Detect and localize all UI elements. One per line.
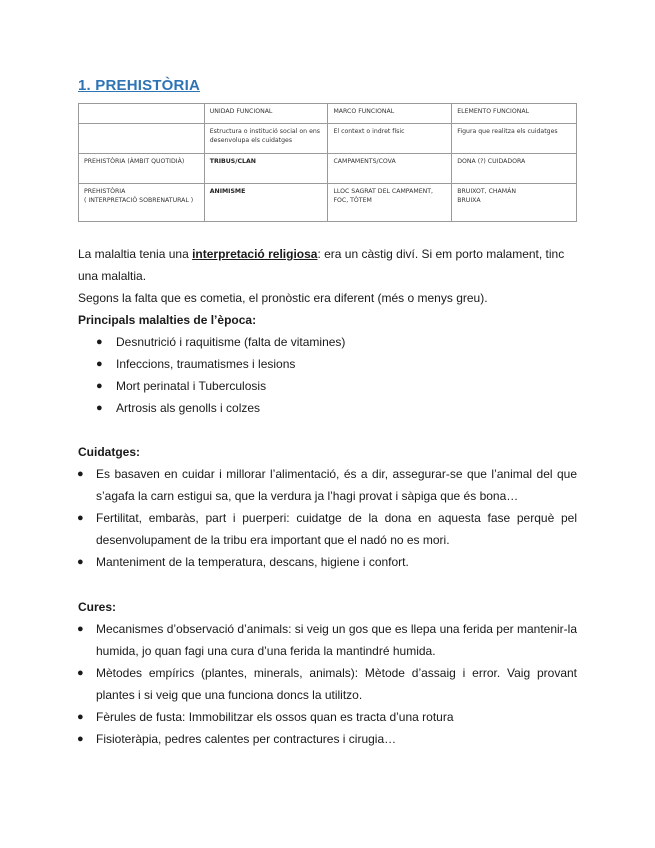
table-cell: Estructura o institució social on ens desenvolupa els cuidatges (204, 124, 328, 154)
cures-heading: Cures: (78, 600, 117, 614)
list-item-text: Mètodes empírics (plantes, minerals, animals): Mètode d’assaig i error. Vaig provant plantes i si veig que una funciona doncs la utilitzo. (96, 666, 577, 702)
table-cell: DONA (?) CUIDADORA (452, 154, 577, 184)
care-heading: Cuidatges: (78, 445, 141, 459)
list-item-text: Fisioteràpia, pedres calentes per contractures i cirugia… (96, 732, 397, 746)
table-cell (79, 104, 205, 124)
bullet-icon: ● (77, 733, 84, 745)
cell-line: BRUIXOT, CHAMÁN (457, 188, 516, 195)
list-item (96, 397, 576, 419)
bullet-icon: ● (77, 556, 84, 568)
list-item (77, 662, 577, 706)
list-item-text: Manteniment de la temperatura, descans, higiene i confort. (96, 555, 409, 569)
list-item-text: Mecanismes d’observació d’animals: si veig un gos que es llepa una ferida per mantenir-la humida, jo quan fagi una cura d’una ferida la mantindré humida. (96, 622, 577, 658)
bullet-icon: ● (96, 336, 103, 348)
table-cell (452, 184, 577, 222)
list-item (77, 463, 577, 507)
list-item (96, 353, 576, 375)
list-item-text: Es basaven en cuidar i millorar l’alimentació, és a dir, assegurar-se que l’animal del que s’agafa la carn estigui sa, que la verdura ja l’hagi provat i sàpiga que és bona… (96, 467, 577, 503)
cell-line: BRUIXA (457, 197, 481, 204)
bullet-icon: ● (96, 402, 103, 414)
list-item (77, 551, 577, 573)
table-row (79, 154, 577, 184)
bullet-icon: ● (77, 711, 84, 723)
cures-list (77, 618, 577, 750)
table-row (79, 184, 577, 222)
list-item (77, 728, 577, 750)
list-item (96, 375, 576, 397)
bullet-icon: ● (77, 623, 84, 635)
diseases-heading: Principals malalties de l’època: (78, 313, 257, 327)
table-cell: PREHISTÒRIA (ÀMBIT QUOTIDIÀ) (79, 154, 205, 184)
table-cell: UNIDAD FUNCIONAL (204, 104, 328, 124)
table-cell (79, 184, 205, 222)
bullet-icon: ● (96, 358, 103, 370)
table-row (79, 124, 577, 154)
table-cell (79, 124, 205, 154)
intro-text: : era un càstig diví. Si em porto malament, tinc una malaltia. (78, 247, 565, 283)
list-item-text: Fertilitat, embaràs, part i puerperi: cuidatge de la dona en aquesta fase perquè pel desenvolupament de la tribu era important que el nadó no es mori. (96, 511, 577, 547)
list-item-text: Artrosis als genolls i colzes (116, 401, 261, 415)
bullet-icon: ● (77, 667, 84, 679)
list-item (77, 618, 577, 662)
table-cell: ANIMISME (204, 184, 328, 222)
list-item-text: Fèrules de fusta: Immobilitzar els ossos quan es tracta d’una rotura (96, 710, 454, 724)
intro-paragraph (78, 243, 578, 287)
care-list (77, 463, 577, 573)
list-item-text: Infeccions, traumatismes i lesions (116, 357, 296, 371)
table-cell: El context o indret físic (328, 124, 452, 154)
table-cell: CAMPAMENTS/COVA (328, 154, 452, 184)
bullet-icon: ● (77, 468, 84, 480)
table-header-row (79, 104, 577, 124)
bullet-icon: ● (77, 512, 84, 524)
table-cell: LLOC SAGRAT DEL CAMPAMENT, FOC, TÒTEM (328, 184, 452, 222)
table-cell: TRIBUS/CLAN (204, 154, 328, 184)
list-item (96, 331, 576, 353)
cell-line: ( INTERPRETACIÓ SOBRENATURAL ) (84, 197, 194, 204)
list-item-text: Mort perinatal i Tuberculosis (116, 379, 267, 393)
prognosis-paragraph: Segons la falta que es cometia, el pronòstic era diferent (més o menys greu). (78, 291, 488, 305)
table-cell: Figura que realitza els cuidatges (452, 124, 577, 154)
intro-emphasis: interpretació religiosa (192, 247, 318, 261)
table-cell: ELEMENTO FUNCIONAL (452, 104, 577, 124)
section-title: 1. PREHISTÒRIA (78, 77, 200, 94)
table-cell: MARCO FUNCIONAL (328, 104, 452, 124)
diseases-list (96, 331, 576, 419)
list-item (77, 507, 577, 551)
bullet-icon: ● (96, 380, 103, 392)
cell-line: PREHISTÒRIA (84, 188, 126, 195)
intro-text: La malaltia tenia una (78, 247, 193, 261)
list-item-text: Desnutrició i raquitisme (falta de vitamines) (116, 335, 346, 349)
functional-table (78, 103, 577, 222)
list-item (77, 706, 577, 728)
